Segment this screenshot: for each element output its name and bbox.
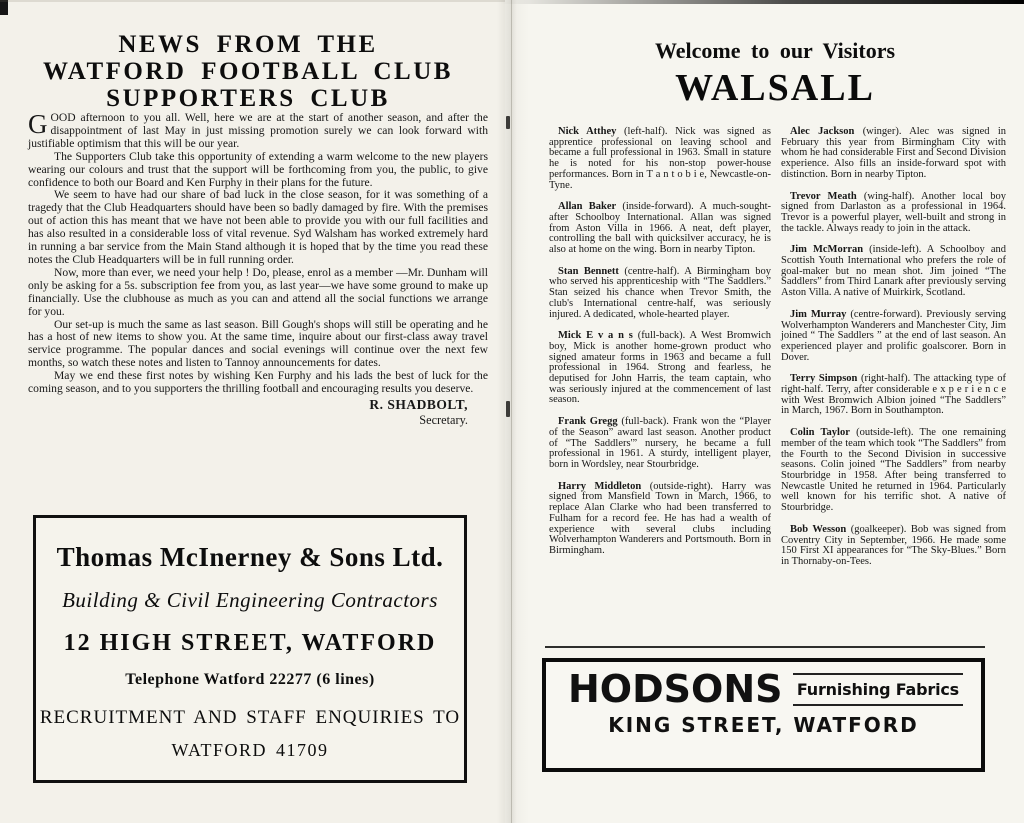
player-entry: Harry Middleton (outside-right). Harry was signed from Mansfield Town in March, 1966, to replace Alan Clarke who had been transferred to Fulham for a record fee. He has had a wealth of experience with several clubs including Wolverhampton Wanderers and Portsmouth. Born in Birmingham. — [549, 480, 771, 556]
player-name: Trevor Meath — [790, 190, 857, 202]
scan-edge-top-right — [500, 0, 1024, 4]
left-title-line-3: SUPPORTERS CLUB — [106, 85, 390, 112]
left-page-body — [28, 109, 488, 427]
scan-edge-top-left-soft — [0, 0, 505, 2]
player-name: Jim Murray — [790, 308, 847, 320]
advert-trade-line: Building & Civil Engineering Contractors — [62, 588, 438, 612]
player-entry: Colin Taylor (outside-left). The one remaining member of the team which took “The Saddlers” from the Fourth to the Second Division in successive seasons. Colin joined “The Saddlers” from nearby Stourbridge in 1958. After being transferred to Newcastle United he returned in 1964. Particularly well known for his terrific shot. A native of Stourbridge. — [781, 427, 1006, 514]
page-gutter-shadow — [497, 0, 529, 823]
left-title-line-2: WATFORD FOOTBALL CLUB — [43, 58, 453, 85]
left-title-line-1: NEWS FROM THE — [118, 31, 378, 58]
advert-telephone: Telephone Watford 22277 (6 lines) — [125, 671, 375, 688]
player-name: Jim McMorran — [790, 244, 864, 256]
player-entry: Alec Jackson (winger). Alec was signed in February this year from Birmingham City with whom he had considerable First and Second Division experience. Also fills an inside-forward spot with distinction. Born in nearby Tipton. — [781, 126, 1006, 180]
player-name: Allan Baker — [558, 201, 617, 213]
advert-street-address: KING STREET, WATFORD — [608, 713, 919, 737]
player-name: Mick E v a n s — [558, 330, 633, 342]
player-name: Bob Wesson — [790, 523, 847, 535]
advert-company-name: Thomas McInerney & Sons Ltd. — [56, 542, 444, 572]
visitors-team-title: WALSALL — [675, 67, 875, 109]
player-entry: Frank Gregg (full-back). Frank won the “Player of the Season” award last season. Another product of “The Saddlers'” nursery, he became a full professional in 1961. A sturdy, intelligent player, born in Wordsley, near Stourbridge. — [549, 416, 771, 470]
players-column-2 — [781, 127, 1006, 579]
player-entry: Terry Simpson (right-half). The attacking type of right-half. Terry, after considerable e x p e r i e n c e with West Bromwich Albion joined “The Saddlers” in March, 1967. Born in Southampton. — [781, 373, 1006, 417]
advert-address: 12 HIGH STREET, WATFORD — [63, 630, 437, 656]
advert-enquiries-number: WATFORD 41709 — [171, 740, 329, 760]
hodsons-advert-top-row — [546, 662, 981, 710]
staple-mark-bottom — [506, 401, 510, 417]
left-page-paragraph: The Supporters Club take this opportunity of extending a warm welcome to the new players wearing our colours and trust that the support will be forthcoming from you, the public, to give confidence to both our Board and Ken Furphy in their plans for the future. — [28, 149, 488, 189]
left-page-paragraph: May we end these first notes by wishing Ken Furphy and his lads the best of luck for the coming season, and to you supporters the thrilling football and encouraging results you deserve. — [28, 369, 488, 396]
player-name: Alec Jackson — [790, 126, 855, 137]
left-page-title — [0, 31, 496, 112]
player-entry: Nick Atthey (left-half). Nick was signed as apprentice professional on leaving school and became a full professional in 1963. Small in stature he is noted for his non-stop power-house performances. Born in T a n t o b i e, Newcastle-on-Tyne. — [549, 126, 771, 191]
player-name: Terry Simpson — [790, 373, 858, 385]
signature-role: Secretary. — [419, 412, 468, 427]
scan-edge-top-left — [0, 0, 8, 15]
player-name: Colin Taylor — [790, 427, 850, 439]
visitors-subtitle: Welcome to our Visitors — [654, 38, 896, 63]
advert-brand-name: HODSONS — [568, 667, 783, 711]
player-entry: Allan Baker (inside-forward). A much-sought-after Schoolboy International. Allan was signed from Aston Villa in 1966. A neat, deft player, controlling the ball with quicksilver accuracy, he is also at home on the wing. Born in nearby Tipton. — [549, 201, 772, 256]
player-entry: Jim Murray (centre-forward). Previously serving Wolverhampton Wanderers and Manchester City, Jim joined “ The Saddlers ” at the end of last season. An experienced player and prolific goalscorer. Born in Dover. — [781, 308, 1006, 363]
left-page-paragraph: We seem to have had our share of bad luck in the close season, for it was something of a tragedy that the Club Headquarters should have been so badly damaged by fire. With the premises out of action this has meant that we have not been able to provide you with our full facilities and has also resulted in a considerable loss of vital revenue. Syd Walsham has worked extremely hard in running a bar service from the Main Stand although it is hoped that by the time you read these notes the Club Headquarters will be in full running order. — [28, 188, 488, 266]
left-page-paragraph: GOOD afternoon to you all. Well, here we are at the start of another season, and after the disappointment of last May in just missing promotion surely we can look forward with justifiable optimism that this will be our year. — [28, 109, 488, 150]
player-entry: Jim McMorran (inside-left). A Schoolboy and Scottish Youth International who prefers the role of goal-maker but no mean shot. Jim joined “The Saddlers” from Third Lanark after previously serving Aston Villa. A native of Muirkirk, Scotland. — [781, 244, 1006, 299]
drop-cap: G — [28, 109, 48, 139]
player-name: Harry Middleton — [558, 480, 642, 492]
advert-tagline: Furnishing Fabrics — [793, 673, 963, 706]
player-name: Frank Gregg — [558, 416, 618, 428]
mcinerney-advert — [33, 515, 467, 783]
players-column-1 — [549, 127, 771, 568]
hodsons-advert — [542, 658, 985, 772]
player-name: Stan Bennett — [558, 265, 619, 277]
page-fold-line — [511, 0, 512, 823]
advert-separator-rule — [545, 646, 985, 648]
left-page-paragraph: Our set-up is much the same as last season. Bill Gough's shops will still be operating and he has a host of new items to show you. At the same time, inquire about our first-class away travel service programme. The popular dances and social evenings will continue over the next few months, so watch these notes and listen to Tannoy announcements for dates. — [28, 317, 488, 370]
signature-block — [28, 396, 488, 427]
left-page-paragraph: Now, more than ever, we need your help ! Do, please, enrol as a member —Mr. Dunham will only be asking for a 5s. subscription fee from you, as last year—we have some ground to make up financially. Use the clubhouse as much as you can and attend all the social functions we arrange for you. — [28, 265, 488, 318]
player-entry: Bob Wesson (goalkeeper). Bob was signed from Coventry City in September, 1966. He made some 150 First XI appearances for “The Sky-Blues.” Born in Thornaby-on-Tees. — [781, 523, 1006, 567]
player-entry: Stan Bennett (centre-half). A Birmingham boy who served his apprenticeship with “The Saddlers.” Stan seized his chance when Trevor Smith, the club's International centre-half, was seriously injured. A dedicated, whole-hearted player. — [549, 265, 771, 320]
advert-enquiries-line: RECRUITMENT AND STAFF ENQUIRIES TO — [39, 707, 461, 728]
player-entry: Trevor Meath (wing-half). Another local boy signed from Darlaston as a professional in 1964. Trevor is a powerful player, well-built and strong in the tackle. Always ready to join in the attack. — [781, 190, 1006, 234]
signature-name: R. SHADBOLT, — [369, 396, 468, 412]
player-entry: Mick E v a n s (full-back). A West Bromwich boy, Mick is another home-grown product who signed amateur forms in 1963 and became a full professional in 1964. Strong and fearless, he deputised for John Harris, the team captain, who was seriously injured at the commencement of last season. — [549, 330, 772, 406]
staple-mark-top — [506, 116, 510, 129]
player-name: Nick Atthey — [558, 126, 617, 137]
